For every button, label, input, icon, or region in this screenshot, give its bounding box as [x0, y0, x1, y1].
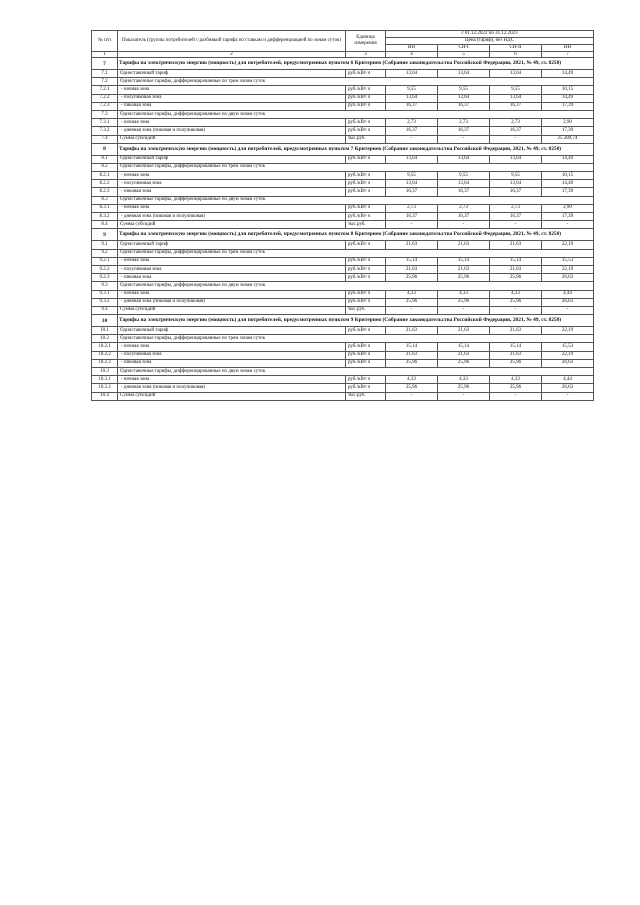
- row-value: 25,96: [386, 384, 438, 392]
- row-value: 16,37: [386, 188, 438, 196]
- section-number: 10: [92, 315, 118, 327]
- row-number: 7.2: [92, 78, 118, 86]
- row-unit: руб./кВт·ч: [346, 102, 386, 110]
- index-cell: 2: [118, 52, 346, 58]
- row-unit: руб./кВт·ч: [346, 257, 386, 265]
- row-indicator: - пиковая зона: [118, 188, 346, 196]
- row-value: 25,96: [438, 298, 490, 306]
- row-value: 17,39: [542, 213, 594, 221]
- row-indicator: - пиковая зона: [118, 274, 346, 282]
- row-unit: руб./кВт·ч: [346, 70, 386, 78]
- row-value: 16,37: [438, 213, 490, 221]
- row-value: 16,37: [386, 102, 438, 110]
- table-row: [92, 110, 594, 118]
- section-title: Тарифы на электрическую энергию (мощность) для потребителей, предусмотренных пунктом 6 Критериев (Собрание законодательства Российской Федерации, 2021, № 49, ст. 8250): [118, 58, 594, 70]
- row-value: 21,63: [438, 241, 490, 249]
- row-value: 25,96: [490, 298, 542, 306]
- row-number: 10.2.1: [92, 343, 118, 351]
- row-value: 26,63: [542, 274, 594, 282]
- row-number: 10.4: [92, 392, 118, 400]
- row-value: 9,55: [490, 172, 542, 180]
- row-unit: руб./кВт·ч: [346, 343, 386, 351]
- row-value: 4,33: [438, 290, 490, 298]
- row-value: 25,96: [438, 384, 490, 392]
- row-value: 25,96: [490, 274, 542, 282]
- row-value: 13,64: [386, 70, 438, 78]
- row-number: 7.2.3: [92, 102, 118, 110]
- table-row: [92, 290, 594, 298]
- row-indicator: - дневная зона (пиковая и полупиковая): [118, 298, 346, 306]
- row-number: 8.3: [92, 196, 118, 204]
- row-indicator: Одноставочные тарифы, дифференцированные по двум зонам суток: [118, 368, 594, 376]
- row-value: 22,19: [542, 265, 594, 273]
- row-value: 2,73: [490, 204, 542, 212]
- row-number: 8.2: [92, 163, 118, 171]
- row-value: -: [438, 392, 490, 400]
- row-number: 7.3.2: [92, 127, 118, 135]
- row-indicator: - полупиковая зона: [118, 351, 346, 359]
- row-value: 17,39: [542, 127, 594, 135]
- row-value: 10,15: [542, 172, 594, 180]
- row-value: 2,73: [438, 204, 490, 212]
- row-value: 15,14: [386, 257, 438, 265]
- row-indicator: Сумма субсидий: [118, 306, 346, 314]
- row-unit: руб./кВт·ч: [346, 241, 386, 249]
- table-row: [92, 249, 594, 257]
- row-indicator: Одноставочные тарифы, дифференцированные по трем зонам суток: [118, 163, 594, 171]
- table-row: [92, 343, 594, 351]
- row-number: 9.4: [92, 306, 118, 314]
- row-unit: руб./кВт·ч: [346, 119, 386, 127]
- row-indicator: - полупиковая зона: [118, 265, 346, 273]
- row-value: 14,49: [542, 70, 594, 78]
- section-header-row: [92, 315, 594, 327]
- section-title: Тарифы на электрическую энергию (мощность) для потребителей, предусмотренных пунктом 8 Критериев (Собрание законодательства Российской Федерации, 2021, № 49, ст. 8250): [118, 229, 594, 241]
- table-row: [92, 213, 594, 221]
- row-number: 10.3.1: [92, 376, 118, 384]
- row-unit: руб./кВт·ч: [346, 265, 386, 273]
- row-value: 4,44: [542, 376, 594, 384]
- row-indicator: - ночная зона: [118, 343, 346, 351]
- row-unit: руб./кВт·ч: [346, 359, 386, 367]
- table-row: [92, 135, 594, 143]
- row-value: -: [542, 221, 594, 229]
- row-value: 14,49: [542, 180, 594, 188]
- tariff-document: [91, 30, 593, 401]
- row-number: 9.2.1: [92, 257, 118, 265]
- row-indicator: Одноставочные тарифы, дифференцированные по трем зонам суток: [118, 335, 594, 343]
- row-value: 2,73: [386, 204, 438, 212]
- row-value: 21,63: [386, 327, 438, 335]
- table-row: [92, 163, 594, 171]
- row-value: -: [542, 306, 594, 314]
- row-indicator: Одноставочный тариф: [118, 155, 346, 163]
- row-indicator: Одноставочный тариф: [118, 327, 346, 335]
- row-value: 13,64: [490, 94, 542, 102]
- row-indicator: Одноставочные тарифы, дифференцированные по трем зонам суток: [118, 78, 594, 86]
- row-value: 25,96: [490, 359, 542, 367]
- row-value: 21,63: [438, 265, 490, 273]
- row-value: 17,39: [542, 188, 594, 196]
- row-value: -: [386, 306, 438, 314]
- row-number: 8.1: [92, 155, 118, 163]
- table-row: [92, 86, 594, 94]
- table-row: [92, 94, 594, 102]
- table-header: [92, 31, 594, 58]
- table-row: [92, 368, 594, 376]
- row-value: 21,63: [386, 265, 438, 273]
- header-indicator: Показатель (группы потребителей с разбивкой тарифа по ставкам и дифференциацией по зонам суток): [118, 31, 346, 52]
- row-number: 8.2.3: [92, 188, 118, 196]
- tariff-table: [91, 30, 594, 401]
- row-indicator: Одноставочный тариф: [118, 70, 346, 78]
- row-value: -: [386, 221, 438, 229]
- row-indicator: Одноставочные тарифы, дифференцированные по двум зонам суток: [118, 196, 594, 204]
- section-header-row: [92, 143, 594, 155]
- table-row: [92, 335, 594, 343]
- index-cell: 1: [92, 52, 118, 58]
- row-number: 9.3: [92, 282, 118, 290]
- row-value: 15,14: [438, 343, 490, 351]
- row-value: 2,73: [438, 119, 490, 127]
- table-row: [92, 376, 594, 384]
- row-value: 22,19: [542, 351, 594, 359]
- table-row: [92, 327, 594, 335]
- row-value: 13,64: [386, 180, 438, 188]
- index-cell: 7: [542, 52, 594, 58]
- table-row: [92, 196, 594, 204]
- row-number: 8.3.2: [92, 213, 118, 221]
- row-indicator: - дневная зона (пиковая и полупиковая): [118, 213, 346, 221]
- row-indicator: - дневная зона (пиковая и полупиковая): [118, 384, 346, 392]
- row-unit: руб./кВт·ч: [346, 94, 386, 102]
- row-value: 15,14: [490, 343, 542, 351]
- row-value: 21,63: [490, 265, 542, 273]
- row-value: 16,37: [490, 127, 542, 135]
- row-value: 25,96: [490, 384, 542, 392]
- section-title: Тарифы на электрическую энергию (мощность) для потребителей, предусмотренных пунктом 9 Критериев (Собрание законодательства Российской Федерации, 2021, № 49, ст. 8250): [118, 315, 594, 327]
- row-value: 17,39: [542, 102, 594, 110]
- row-indicator: Сумма субсидий: [118, 392, 346, 400]
- table-row: [92, 265, 594, 273]
- row-indicator: Одноставочные тарифы, дифференцированные по двум зонам суток: [118, 282, 594, 290]
- row-indicator: - ночная зона: [118, 257, 346, 265]
- row-value: 13,64: [490, 180, 542, 188]
- row-number: 10.2.3: [92, 359, 118, 367]
- row-value: 21,63: [438, 327, 490, 335]
- row-value: 25,96: [386, 359, 438, 367]
- section-number: 7: [92, 58, 118, 70]
- row-value: 25,96: [438, 359, 490, 367]
- section-title: Тарифы на электрическую энергию (мощность) для потребителей, предусмотренных пунктом 7 Критериев (Собрание законодательства Российской Федерации, 2021, № 49, ст. 8250): [118, 143, 594, 155]
- row-value: 4,33: [490, 290, 542, 298]
- section-header-row: [92, 58, 594, 70]
- row-value: 16,37: [490, 188, 542, 196]
- row-unit: руб./кВт·ч: [346, 172, 386, 180]
- row-value: 13,64: [438, 94, 490, 102]
- row-value: 21,63: [490, 351, 542, 359]
- row-value: 2,73: [490, 119, 542, 127]
- row-value: -: [542, 392, 594, 400]
- table-row: [92, 70, 594, 78]
- row-number: 7.3.1: [92, 119, 118, 127]
- index-cell: 4: [386, 52, 438, 58]
- row-value: 26,63: [542, 298, 594, 306]
- row-indicator: - пиковая зона: [118, 359, 346, 367]
- row-unit: руб./кВт·ч: [346, 155, 386, 163]
- section-header-row: [92, 229, 594, 241]
- row-value: 2,90: [542, 204, 594, 212]
- table-row: [92, 172, 594, 180]
- row-value: -: [438, 306, 490, 314]
- table-row: [92, 241, 594, 249]
- row-value: 15,14: [386, 343, 438, 351]
- row-number: 8.3.1: [92, 204, 118, 212]
- table-row: [92, 306, 594, 314]
- table-row: [92, 102, 594, 110]
- row-number: 9.2.3: [92, 274, 118, 282]
- row-value: 16,37: [438, 188, 490, 196]
- row-unit: тыс.руб.: [346, 306, 386, 314]
- row-unit: руб./кВт·ч: [346, 384, 386, 392]
- row-value: 13,64: [386, 94, 438, 102]
- row-value: 13,64: [490, 155, 542, 163]
- row-unit: руб./кВт·ч: [346, 351, 386, 359]
- row-indicator: - пиковая зона: [118, 102, 346, 110]
- header-period: с 01.12.2022 по 31.12.2023: [386, 31, 594, 38]
- row-value: 15,53: [542, 257, 594, 265]
- table-row: [92, 155, 594, 163]
- row-number: 10.3.2: [92, 384, 118, 392]
- row-number: 7.1: [92, 70, 118, 78]
- row-value: 14,49: [542, 155, 594, 163]
- table-row: [92, 78, 594, 86]
- row-number: 9.2: [92, 249, 118, 257]
- row-value: -: [386, 135, 438, 143]
- table-row: [92, 180, 594, 188]
- row-indicator: - полупиковая зона: [118, 180, 346, 188]
- row-value: 16,37: [438, 102, 490, 110]
- header-price-label: Цена (тариф), без НДС: [386, 38, 594, 45]
- row-value: 10,15: [542, 86, 594, 94]
- row-value: 21,63: [386, 241, 438, 249]
- row-unit: руб./кВт·ч: [346, 127, 386, 135]
- row-number: 7.2.2: [92, 94, 118, 102]
- row-value: 15,53: [542, 343, 594, 351]
- header-level-vn: ВН: [386, 45, 438, 52]
- row-value: 15,14: [490, 257, 542, 265]
- row-number: 10.1: [92, 327, 118, 335]
- row-value: 9,55: [490, 86, 542, 94]
- row-value: 25,96: [386, 274, 438, 282]
- row-indicator: Сумма субсидий: [118, 135, 346, 143]
- row-indicator: - ночная зона: [118, 86, 346, 94]
- row-value: 2,90: [542, 119, 594, 127]
- table-row: [92, 392, 594, 400]
- index-cell: 6: [490, 52, 542, 58]
- row-value: -: [490, 135, 542, 143]
- row-indicator: Одноставочный тариф: [118, 241, 346, 249]
- row-value: 21,63: [438, 351, 490, 359]
- row-unit: руб./кВт·ч: [346, 188, 386, 196]
- table-row: [92, 298, 594, 306]
- row-number: 10.3: [92, 368, 118, 376]
- table-row: [92, 119, 594, 127]
- row-value: 9,55: [386, 172, 438, 180]
- row-value: 16,37: [490, 213, 542, 221]
- row-value: 9,55: [438, 86, 490, 94]
- row-indicator: - ночная зона: [118, 290, 346, 298]
- row-value: 22,19: [542, 241, 594, 249]
- row-value: -: [490, 306, 542, 314]
- row-value: 16,37: [490, 102, 542, 110]
- row-unit: руб./кВт·ч: [346, 274, 386, 282]
- table-row: [92, 127, 594, 135]
- table-row: [92, 257, 594, 265]
- row-number: 9.2.2: [92, 265, 118, 273]
- table-row: [92, 384, 594, 392]
- row-value: 13,64: [386, 155, 438, 163]
- table-row: [92, 221, 594, 229]
- row-value: 4,33: [386, 290, 438, 298]
- table-body: [92, 58, 594, 401]
- row-number: 9.1: [92, 241, 118, 249]
- table-row: [92, 274, 594, 282]
- row-value: 25,96: [438, 274, 490, 282]
- row-unit: руб./кВт·ч: [346, 290, 386, 298]
- row-unit: тыс.руб.: [346, 221, 386, 229]
- row-indicator: Одноставочные тарифы, дифференцированные по двум зонам суток: [118, 110, 594, 118]
- row-number: 9.3.2: [92, 298, 118, 306]
- row-number: 7.2.1: [92, 86, 118, 94]
- row-value: 9,55: [438, 172, 490, 180]
- row-value: 16,37: [386, 213, 438, 221]
- row-value: 4,44: [542, 290, 594, 298]
- row-unit: тыс.руб.: [346, 135, 386, 143]
- row-unit: руб./кВт·ч: [346, 204, 386, 212]
- row-value: 15,14: [438, 257, 490, 265]
- row-value: 21,63: [490, 241, 542, 249]
- row-value: 25 289,74: [542, 135, 594, 143]
- header-level-sn1: СН-I: [438, 45, 490, 52]
- row-indicator: Сумма субсидий: [118, 221, 346, 229]
- row-number: 8.2.2: [92, 180, 118, 188]
- row-unit: руб./кВт·ч: [346, 376, 386, 384]
- row-value: 2,73: [386, 119, 438, 127]
- table-row: [92, 351, 594, 359]
- row-unit: руб./кВт·ч: [346, 86, 386, 94]
- row-value: 26,63: [542, 359, 594, 367]
- row-value: 4,33: [490, 376, 542, 384]
- row-unit: руб./кВт·ч: [346, 327, 386, 335]
- row-number: 10.2.2: [92, 351, 118, 359]
- section-number: 9: [92, 229, 118, 241]
- row-value: -: [438, 135, 490, 143]
- row-value: 9,55: [386, 86, 438, 94]
- row-value: 4,33: [386, 376, 438, 384]
- row-value: 26,63: [542, 384, 594, 392]
- row-indicator: - дневная зона (пиковая и полупиковая): [118, 127, 346, 135]
- row-indicator: - ночная зона: [118, 204, 346, 212]
- row-number: 9.3.1: [92, 290, 118, 298]
- row-number: 7.4: [92, 135, 118, 143]
- index-cell: 3: [346, 52, 386, 58]
- row-number: 7.3: [92, 110, 118, 118]
- row-value: -: [386, 392, 438, 400]
- row-value: 13,64: [438, 70, 490, 78]
- table-row: [92, 359, 594, 367]
- header-num: № п/п: [92, 31, 118, 52]
- row-value: 22,19: [542, 327, 594, 335]
- row-unit: руб./кВт·ч: [346, 180, 386, 188]
- row-indicator: Одноставочные тарифы, дифференцированные по трем зонам суток: [118, 249, 594, 257]
- header-level-nn: НН: [542, 45, 594, 52]
- row-value: 14,49: [542, 94, 594, 102]
- row-value: 25,96: [386, 298, 438, 306]
- row-value: 13,64: [438, 180, 490, 188]
- row-value: 21,63: [386, 351, 438, 359]
- row-value: 13,64: [490, 70, 542, 78]
- row-value: 16,37: [438, 127, 490, 135]
- row-number: 8.2.1: [92, 172, 118, 180]
- table-row: [92, 204, 594, 212]
- row-value: 21,63: [490, 327, 542, 335]
- row-unit: руб./кВт·ч: [346, 213, 386, 221]
- header-unit: Единица измерения: [346, 31, 386, 52]
- row-value: 13,64: [438, 155, 490, 163]
- row-value: 4,33: [438, 376, 490, 384]
- row-value: -: [438, 221, 490, 229]
- index-cell: 5: [438, 52, 490, 58]
- row-indicator: - ночная зона: [118, 119, 346, 127]
- section-number: 8: [92, 143, 118, 155]
- row-unit: тыс.руб.: [346, 392, 386, 400]
- row-value: 16,37: [386, 127, 438, 135]
- row-number: 8.4: [92, 221, 118, 229]
- row-value: -: [490, 392, 542, 400]
- table-row: [92, 282, 594, 290]
- row-indicator: - ночная зона: [118, 172, 346, 180]
- row-value: -: [490, 221, 542, 229]
- header-level-sn2: СН-II: [490, 45, 542, 52]
- row-indicator: - ночная зона: [118, 376, 346, 384]
- row-unit: руб./кВт·ч: [346, 298, 386, 306]
- table-row: [92, 188, 594, 196]
- row-number: 10.2: [92, 335, 118, 343]
- row-indicator: - полупиковая зона: [118, 94, 346, 102]
